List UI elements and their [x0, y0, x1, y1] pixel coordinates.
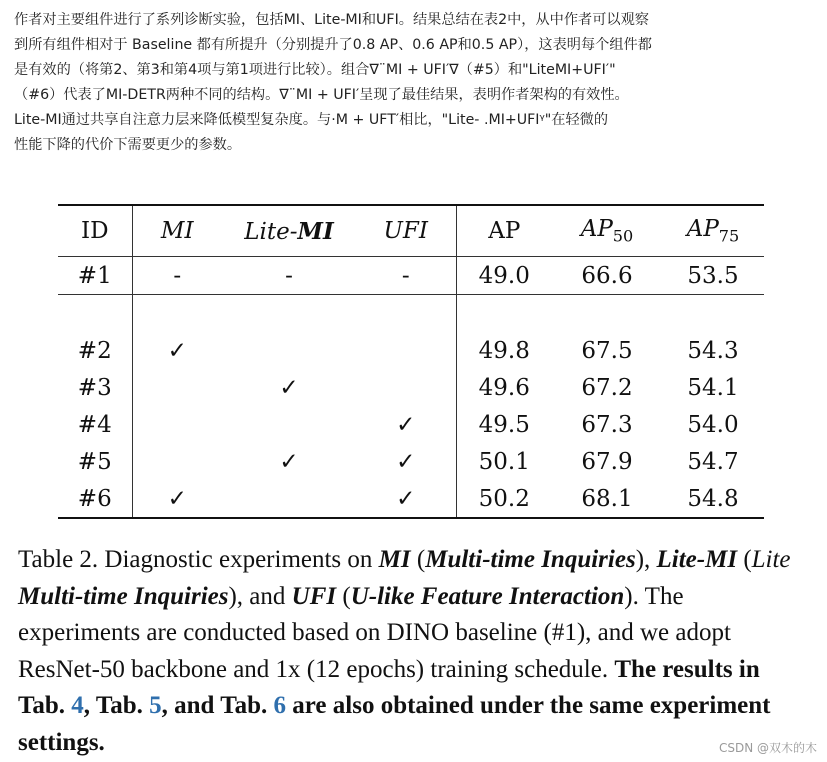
intro-line-6: 性能下降的代价下需要更少的参数。 [14, 137, 242, 153]
tab-6-link[interactable]: 6 [273, 692, 287, 719]
cell-lite-mi: ✓ [279, 374, 299, 401]
cell-id: #6 [58, 480, 132, 518]
table-row [58, 480, 764, 518]
caption-body-text: ). The experiments are conducted based on DINO baseline (#1), and we adopt ResNet-50 backbone and 1x (12 epochs) training schedule. [18, 582, 731, 683]
cell-ap: 49.8 [478, 337, 530, 364]
cell-mi: ✓ [167, 337, 187, 364]
cell-lite-mi [222, 332, 356, 369]
intro-line-3: 是有效的（将第2、第3和第4项与第1项进行比较）。组合∇¨MI + UFI′∇（#5）和"LiteMI+UFI′" [14, 62, 616, 78]
cell-ap: 50.1 [478, 448, 530, 475]
caption-bold-3: , and Tab. [161, 692, 274, 719]
cell-ap50: 67.3 [581, 411, 633, 438]
caption-punct-2: ), [635, 546, 651, 573]
caption-lite-rest: Multi-time Inquiries [18, 582, 229, 610]
cell-ap75: 54.0 [687, 411, 739, 438]
cell-ufi [356, 369, 456, 406]
header-ap75 [662, 205, 764, 257]
header-ap50 [552, 205, 662, 257]
caption-lite-word: Lite [751, 546, 791, 573]
header-ap75-base: AP [686, 216, 719, 243]
tab-5-link[interactable]: 5 [149, 692, 162, 719]
diagnostic-table [58, 204, 764, 519]
cell-ufi: - [356, 257, 456, 295]
intro-line-1: 作者对主要组件进行了系列诊断实验，包括MI、Lite-MI和UFI。结果总结在表2中，从中作者可以观察 [14, 12, 649, 28]
intro-line-4: （#6）代表了MI-DETR两种不同的结构。∇¨MI + UFI′呈现了最佳结果，表明作者架构的有效性。 [14, 87, 629, 103]
header-mi: MI [160, 218, 194, 244]
cell-mi [132, 406, 222, 443]
table-body [58, 257, 764, 519]
cell-ap50: 67.9 [581, 448, 633, 475]
cell-ap: 49.6 [478, 374, 530, 401]
table-row [58, 332, 764, 369]
cell-ap75: 54.1 [687, 374, 739, 401]
cell-ap: 49.5 [478, 411, 530, 438]
cell-lite-mi: - [285, 262, 293, 289]
caption-lite-mi: Lite-MI [656, 546, 738, 573]
header-ap: AP [488, 218, 521, 244]
cell-mi [132, 369, 222, 406]
cell-ap50: 68.1 [581, 485, 633, 512]
cell-ap50: 67.5 [581, 337, 633, 364]
caption-punct-3: ( [737, 546, 752, 573]
cell-ufi [356, 332, 456, 369]
header-lite-mi-suffix: MI [297, 217, 334, 245]
cell-ap75: 53.5 [687, 262, 739, 289]
cell-lite-mi [222, 480, 356, 518]
gap-cell [58, 295, 132, 333]
table-row [58, 369, 764, 406]
header-ap75-sub: 75 [718, 226, 740, 246]
tab-4-link[interactable]: 4 [71, 692, 84, 719]
intro-paragraph [14, 8, 814, 158]
header-ap50-sub: 50 [612, 226, 634, 246]
cell-ap75: 54.7 [687, 448, 739, 475]
table-row [58, 443, 764, 480]
caption-ufi: UFI [291, 582, 337, 610]
cell-id: #1 [58, 257, 132, 295]
cell-ufi: ✓ [356, 443, 456, 480]
cell-ap50: 67.2 [581, 374, 633, 401]
caption-mi-full: Multi-time Inquiries [425, 546, 636, 573]
cell-ap: 49.0 [478, 262, 530, 289]
caption-punct-5: ( [336, 582, 351, 610]
table-row [58, 257, 764, 295]
cell-ufi: ✓ [356, 480, 456, 518]
table-caption [18, 542, 808, 761]
caption-punct-4: ), and [228, 582, 292, 610]
cell-ap75: 54.3 [687, 337, 739, 364]
header-lite-mi-prefix: Lite- [244, 218, 298, 245]
intro-line-5: Lite-MI通过共享自注意力层来降低模型复杂度。与·M + UFT′相比，"Lite- .MI+UFIᵞ"在轻微的 [14, 112, 609, 128]
caption-bold-1: The results in Tab. [18, 655, 760, 719]
caption-prefix: Table 2. Diagnostic experiments on [18, 546, 379, 573]
cell-id: #5 [58, 443, 132, 480]
cell-mi: ✓ [167, 485, 187, 512]
caption-bold-2: , Tab. [83, 692, 150, 719]
cell-ap50: 66.6 [581, 262, 633, 289]
caption-bold-4: are also obtained under the same experiment settings. [18, 692, 771, 756]
cell-lite-mi: ✓ [279, 448, 299, 475]
caption-ufi-full: U-like Feature Interaction [350, 582, 625, 610]
gap-cell [222, 295, 356, 333]
cell-ap75: 54.8 [687, 485, 739, 512]
cell-lite-mi [222, 406, 356, 443]
gap-cell [356, 295, 456, 333]
cell-ap: 50.2 [478, 485, 530, 512]
gap-cell [552, 295, 662, 333]
gap-cell [456, 295, 552, 333]
table-header-row [58, 205, 764, 257]
caption-mi: MI [378, 546, 411, 573]
header-ap50-base: AP [580, 216, 613, 243]
cell-ufi: ✓ [356, 406, 456, 443]
cell-id: #4 [58, 406, 132, 443]
intro-line-2: 到所有组件相对于 Baseline 都有所提升（分别提升了0.8 AP、0.6 AP和0.5 AP），这表明每个组件都 [14, 37, 652, 53]
table-gap-row [58, 295, 764, 333]
header-lite-mi [222, 205, 356, 257]
header-ufi: UFI [356, 205, 456, 257]
caption-punct-1: ( [410, 546, 426, 573]
cell-mi: - [173, 262, 182, 289]
table-row [58, 406, 764, 443]
gap-cell [662, 295, 764, 333]
diagnostic-table-wrapper [58, 204, 764, 519]
cell-mi [132, 443, 222, 480]
cell-id: #3 [58, 369, 132, 406]
gap-cell [132, 295, 222, 333]
cell-id: #2 [58, 332, 132, 369]
watermark: CSDN @双木的木 [718, 741, 817, 755]
header-id: ID [58, 205, 132, 257]
